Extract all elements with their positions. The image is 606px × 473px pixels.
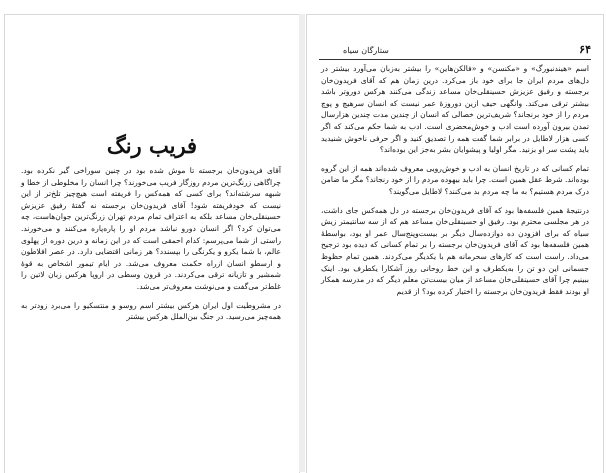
- book-gutter: [299, 14, 305, 472]
- running-title: ستارگان سیاه: [343, 46, 389, 55]
- right-page: [306, 14, 604, 473]
- chapter-title: فریب رنگ: [106, 133, 198, 159]
- paragraph: آقای فریدون‌خان برجسته تا موش شده بود در چنین سوراخی گیر نکرده بود. چراگاهی زرنگ‌ترین مردم روزگار فریب می‌خورند؟ چرا انسان را مخلوطی از خطا و شبهه سرشته‌اند؟ برای کسی که همه‌کس را فریفته است هیچ‌چیز تلخ‌تر از این نیست که خودفریفته شود! آقای فریدون‌خان برجسته نه گفتهٔ رفیق عزیزش حسینقلی‌خان مساعد بلکه به اعتراف تمام مردم تهران زرنگ‌ترین جوان‌هاست، چه می‌توان کرد؟ اگر انسان دورو نباشد مردم او را پاره‌پاره می‌کنند و می‌خورند. راستی از شما می‌پرسم: کدام احمقی است که در این زمانه و درین دوره از پهلوی عالم، با شما یکرو و یکرنگی را بپسندد؟ هر زمانی اقتضایی دارد. در عصر افلاطون و ارسطو انسان ازراه حکمت معروف می‌شد. در ایام تیمور اشخاص به قوهٔ شمشیر و تازیانه ترقی می‌کردند. در قرون وسطی در اروپا هرکس زبان لاتین را غلط‌تر می‌گفت و می‌نوشت معروف‌تر می‌شد.: [21, 166, 281, 291]
- left-page: [4, 14, 300, 473]
- page-number: ۶۴: [579, 43, 591, 56]
- paragraph: تمام کسانی که در تاریخ انسان به ادب و خوش‌رویی معروف شده‌اند همه از این گروه بوده‌اند. شرط عقل همین است. چرا باید بیهوده مردم را از خود رنجاند؟ مگر ما ضامن درک مردم هستیم؟ به ما چه مردم بد می‌کنند؟ لاطایل می‌گویند؟: [321, 163, 589, 196]
- paragraph: در مشروطیت اول ایران هرکس بیشتر اسم روسو و منتسکیو را می‌برد زودتر به همه‌چیز می‌رسید. در جنگ بین‌الملل هرکس بیشتر: [21, 300, 281, 322]
- paragraph: اسم «هیندنبورگ» و «مکنسن» و «فالکن‌هاین» را بیشتر به‌زبان می‌آورد بیشتر در دل‌های مردم ایران جا برای خود باز می‌کرد. درین زمان هم که آقای فریدون‌خان برجسته و رفیق عزیزش حسینقلی‌خان مساعد زندگی می‌کنند هرکس دوروتر باشد بیشتر ترقی می‌کند. وانگهی حیف ازین دوروزهٔ عمر نیست که انسان سرهیچ و پوچ مردم را از خود برنجاند؟ شریف‌ترین خصالی که انسان از چندین مدت چندین هزارسال تمدن بیرون آورده است ادب و خوش‌محضری است. ادب به شما حکم می‌کند که اگر کسی هزار لاطایل در برابر شما گفت همه را تصدیق کنید و اگر حرفی ناخوش شنیدید باید پشت سر او بزنید. مگر اولیا و پیشوایان بشر به‌جز این بوده‌اند؟: [321, 64, 589, 155]
- left-page-body: [21, 165, 281, 330]
- right-page-body: [321, 63, 589, 304]
- page-header: [319, 43, 591, 60]
- paragraph: درنتیجهٔ همین فلسفه‌ها بود که آقای فریدون‌خان برجسته در دل همه‌کس جای داشت، در هر مجلسی محترم بود. رفیق او حسینقلی‌خان مساعد هم که از سه سانتیمتر زیش سیاه که برای افزودن ده دوازده‌سال دیگر بر بیست‌وپنج‌سال عمر او بود، بواسطهٔ همین فلسفه‌ها بود که آقای فریدون‌خان برجسته را بر تمام کسانی که دیده بود ترجیح می‌داد. راست است که کارهای سحرمانه هم با یکدیگر می‌کردند. همین تمام حظوظ جسمانی این دو تن را به‌یکطرف و این خط روحانی روز آشکارا یکطرف بود. اینک ببینیم چرا آقای حسینقلی‌خان مساعد از میان بیست‌تن معلم دیگر که در مدرسه همکار او بودند فقط فریدون‌خان برجسته را اختیار کرده بود؟ از قدیم: [321, 205, 589, 296]
